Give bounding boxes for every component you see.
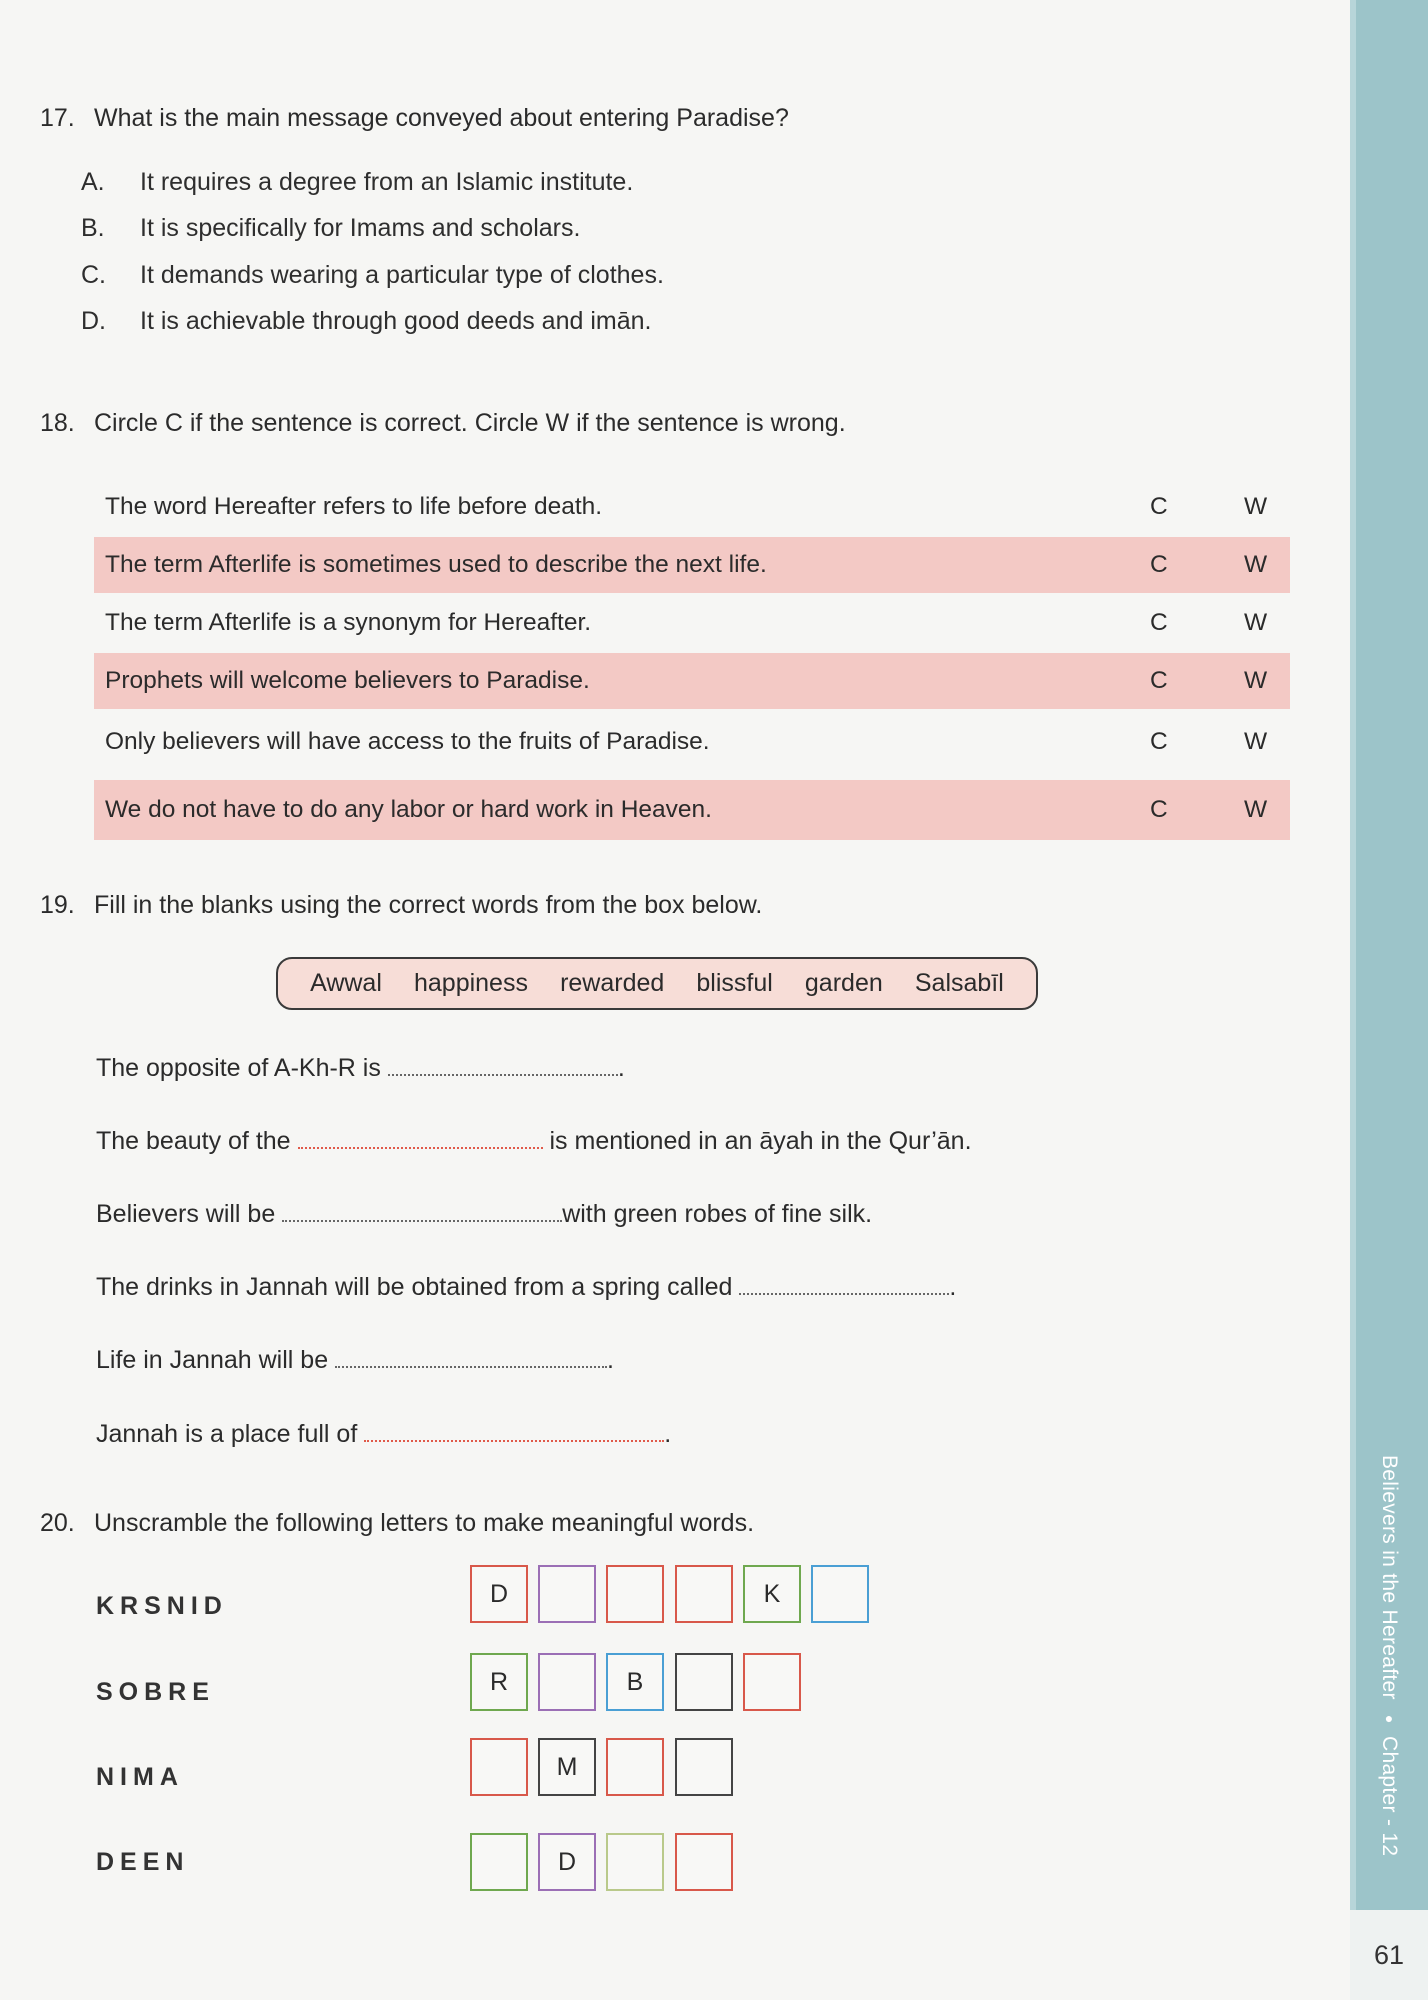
- circle-c-option[interactable]: C: [1150, 609, 1168, 636]
- letter-box[interactable]: [675, 1738, 733, 1796]
- word-bank-item: rewarded: [560, 969, 665, 997]
- true-false-row: [94, 653, 1290, 709]
- question-number: 20.: [40, 1509, 75, 1537]
- scrambled-word: KRSNID: [96, 1592, 228, 1620]
- fill-sentence: Believers will be with green robes of fine silk.: [96, 1200, 873, 1228]
- question-18: [40, 409, 846, 438]
- circle-w-option[interactable]: W: [1244, 728, 1268, 755]
- page-number: 61: [1350, 1910, 1428, 2000]
- question-number: 19.: [40, 891, 75, 919]
- option-c[interactable]: C. It demands wearing a particular type of clothes.: [81, 261, 664, 289]
- circle-c-option[interactable]: C: [1150, 493, 1168, 520]
- letter-box[interactable]: [538, 1565, 596, 1623]
- letter-box[interactable]: [606, 1738, 664, 1796]
- sidebar-title: Believers in the Hereafter: [1378, 1455, 1401, 1700]
- circle-c-option[interactable]: C: [1150, 551, 1168, 578]
- letter-box[interactable]: M: [538, 1738, 596, 1796]
- fill-sentence: Jannah is a place full of .: [96, 1420, 672, 1448]
- statement-text: Prophets will welcome believers to Paradise.: [105, 667, 590, 694]
- letter-box[interactable]: [538, 1653, 596, 1711]
- circle-w-option[interactable]: W: [1244, 493, 1268, 520]
- letter-box[interactable]: [743, 1653, 801, 1711]
- letter-box[interactable]: [470, 1833, 528, 1891]
- question-17: [40, 104, 789, 133]
- option-b[interactable]: B. It is specifically for Imams and scholars.: [81, 214, 581, 242]
- option-a[interactable]: A. It requires a degree from an Islamic institute.: [81, 168, 634, 196]
- letter-box[interactable]: [606, 1565, 664, 1623]
- statement-text: The term Afterlife is a synonym for Hereafter.: [105, 609, 592, 636]
- letter-box[interactable]: [470, 1738, 528, 1796]
- option-d[interactable]: D. It is achievable through good deeds and imān.: [81, 307, 652, 335]
- letter-box[interactable]: D: [538, 1833, 596, 1891]
- letter-box[interactable]: K: [743, 1565, 801, 1623]
- fill-sentence: Life in Jannah will be .: [96, 1346, 614, 1374]
- fill-blank[interactable]: [388, 1070, 618, 1076]
- word-bank-item: garden: [804, 969, 883, 997]
- question-19: [40, 891, 762, 920]
- letter-box[interactable]: [675, 1565, 733, 1623]
- word-bank-item: Salsabīl: [914, 969, 1004, 997]
- letter-box[interactable]: [675, 1653, 733, 1711]
- scrambled-word: NIMA: [96, 1763, 184, 1791]
- letter-box[interactable]: D: [470, 1565, 528, 1623]
- word-bank-item: Awwal: [310, 969, 382, 997]
- word-bank: [276, 957, 1038, 1010]
- word-bank-item: blissful: [696, 969, 773, 997]
- sidebar-label: [1372, 1455, 1406, 1895]
- fill-sentence: The drinks in Jannah will be obtained from a spring called .: [96, 1273, 957, 1301]
- question-text: Unscramble the following letters to make meaningful words.: [94, 1509, 755, 1537]
- circle-c-option[interactable]: C: [1150, 796, 1168, 823]
- true-false-row: [94, 714, 1290, 770]
- fill-blank[interactable]: [364, 1436, 664, 1442]
- fill-blank[interactable]: [739, 1289, 949, 1295]
- question-number: 18.: [40, 409, 75, 437]
- fill-blank[interactable]: [335, 1362, 607, 1368]
- true-false-row: [94, 537, 1290, 593]
- circle-w-option[interactable]: W: [1244, 667, 1268, 694]
- true-false-row: [94, 595, 1290, 651]
- circle-w-option[interactable]: W: [1244, 609, 1268, 636]
- fill-blank[interactable]: [282, 1216, 562, 1222]
- true-false-row: [94, 780, 1290, 840]
- statement-text: Only believers will have access to the fruits of Paradise.: [105, 728, 710, 755]
- sidebar-chapter: Chapter - 12: [1378, 1736, 1401, 1857]
- statement-text: We do not have to do any labor or hard work in Heaven.: [105, 796, 712, 823]
- fill-sentence: The opposite of A-Kh-R is .: [96, 1054, 625, 1082]
- statement-text: The term Afterlife is sometimes used to describe the next life.: [105, 551, 767, 578]
- fill-blank[interactable]: [298, 1143, 543, 1149]
- scrambled-word: SOBRE: [96, 1678, 215, 1706]
- question-text: Fill in the blanks using the correct words from the box below.: [94, 891, 763, 919]
- fill-sentence: The beauty of the is mentioned in an āyah in the Qur’ān.: [96, 1127, 972, 1155]
- circle-w-option[interactable]: W: [1244, 551, 1268, 578]
- circle-c-option[interactable]: C: [1150, 728, 1168, 755]
- letter-box[interactable]: [675, 1833, 733, 1891]
- question-number: 17.: [40, 104, 75, 132]
- letter-box[interactable]: [606, 1833, 664, 1891]
- letter-box[interactable]: B: [606, 1653, 664, 1711]
- scrambled-word: DEEN: [96, 1848, 190, 1876]
- word-bank-item: happiness: [413, 969, 528, 997]
- question-20: [40, 1509, 754, 1538]
- question-text: What is the main message conveyed about entering Paradise?: [94, 104, 789, 132]
- letter-box[interactable]: [811, 1565, 869, 1623]
- circle-c-option[interactable]: C: [1150, 667, 1168, 694]
- circle-w-option[interactable]: W: [1244, 796, 1268, 823]
- sidebar-separator: ●: [1381, 1709, 1397, 1727]
- letter-box[interactable]: R: [470, 1653, 528, 1711]
- question-text: Circle C if the sentence is correct. Circle W if the sentence is wrong.: [94, 409, 846, 437]
- true-false-row: [94, 479, 1290, 535]
- statement-text: The word Hereafter refers to life before death.: [105, 493, 603, 520]
